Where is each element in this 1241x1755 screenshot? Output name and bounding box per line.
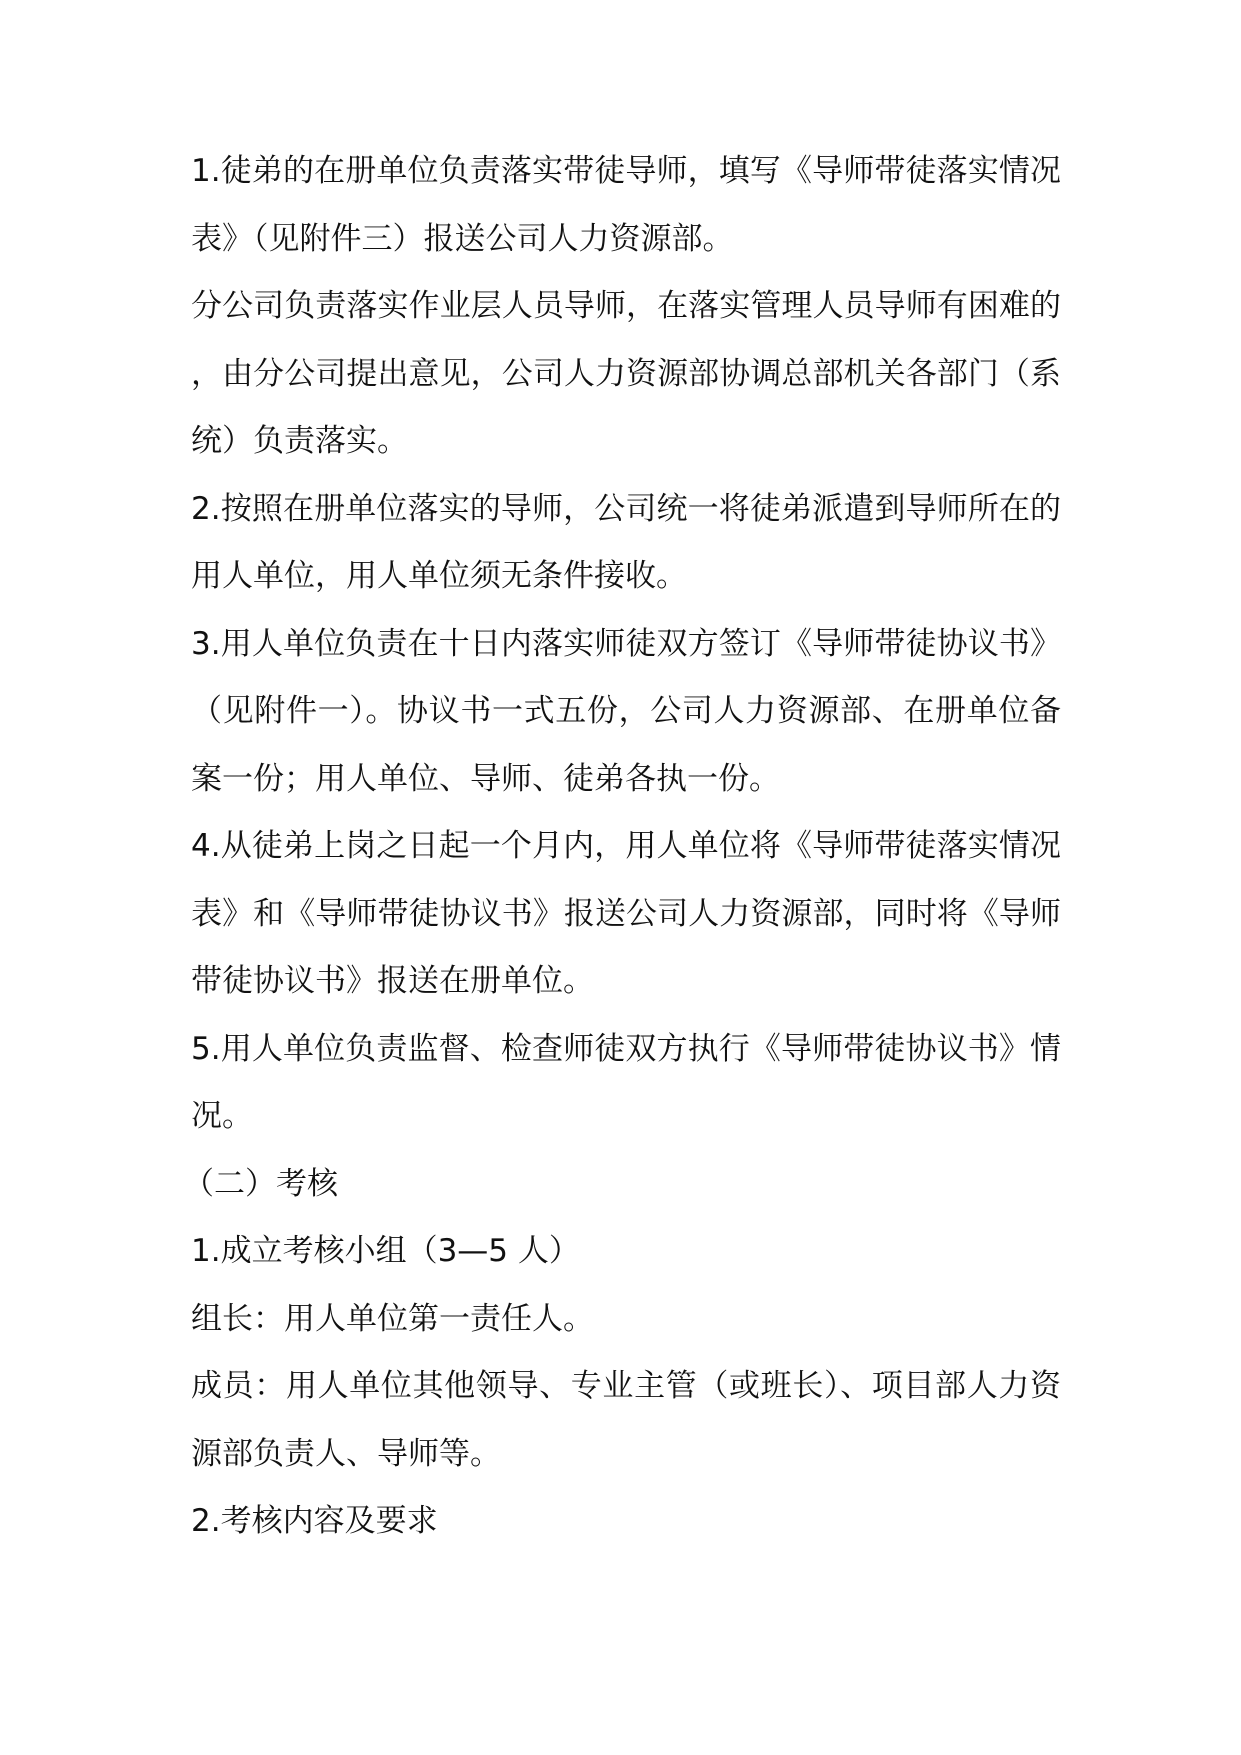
paragraph-branch-responsibility: 分公司负责落实作业层人员导师，在落实管理人员导师有困难的，由分公司提出意见，公司人力资源部协调总部机关各部门（系统）负责落实。: [191, 288, 1061, 459]
paragraph-group-members: 成员：用人单位其他领导、专业主管（或班长）、项目部人力资源部负责人、导师等。: [191, 1368, 1061, 1472]
paragraph-assign-mentor: 1.徒弟的在册单位负责落实带徒导师，填写《导师带徒落实情况表》（见附件三）报送公司人力资源部。: [191, 153, 1061, 257]
paragraph-group-leader: 组长：用人单位第一责任人。: [191, 1300, 594, 1337]
paragraph-dispatch-apprentice: 2.按照在册单位落实的导师，公司统一将徒弟派遣到导师所在的用人单位，用人单位须无条件接收。: [191, 490, 1061, 594]
paragraph-assessment-content: 2.考核内容及要求: [191, 1503, 438, 1539]
paragraph-sign-agreement: 3.用人单位负责在十日内落实师徒双方签订《导师带徒协议书》（见附件一）。协议书一式五份，公司人力资源部、在册单位备案一份；用人单位、导师、徒弟各执一份。: [191, 625, 1061, 797]
section-heading-assessment: （二）考核: [183, 1165, 338, 1202]
paragraph-supervise: 5.用人单位负责监督、检查师徒双方执行《导师带徒协议书》情况。: [191, 1030, 1061, 1134]
paragraph-assessment-group: 1.成立考核小组（3—5 人）: [191, 1233, 580, 1269]
paragraph-report-forms: 4.从徒弟上岗之日起一个月内，用人单位将《导师带徒落实情况表》和《导师带徒协议书》报送公司人力资源部，同时将《导师带徒协议书》报送在册单位。: [191, 828, 1061, 999]
document-body: [183, 138, 1061, 1556]
